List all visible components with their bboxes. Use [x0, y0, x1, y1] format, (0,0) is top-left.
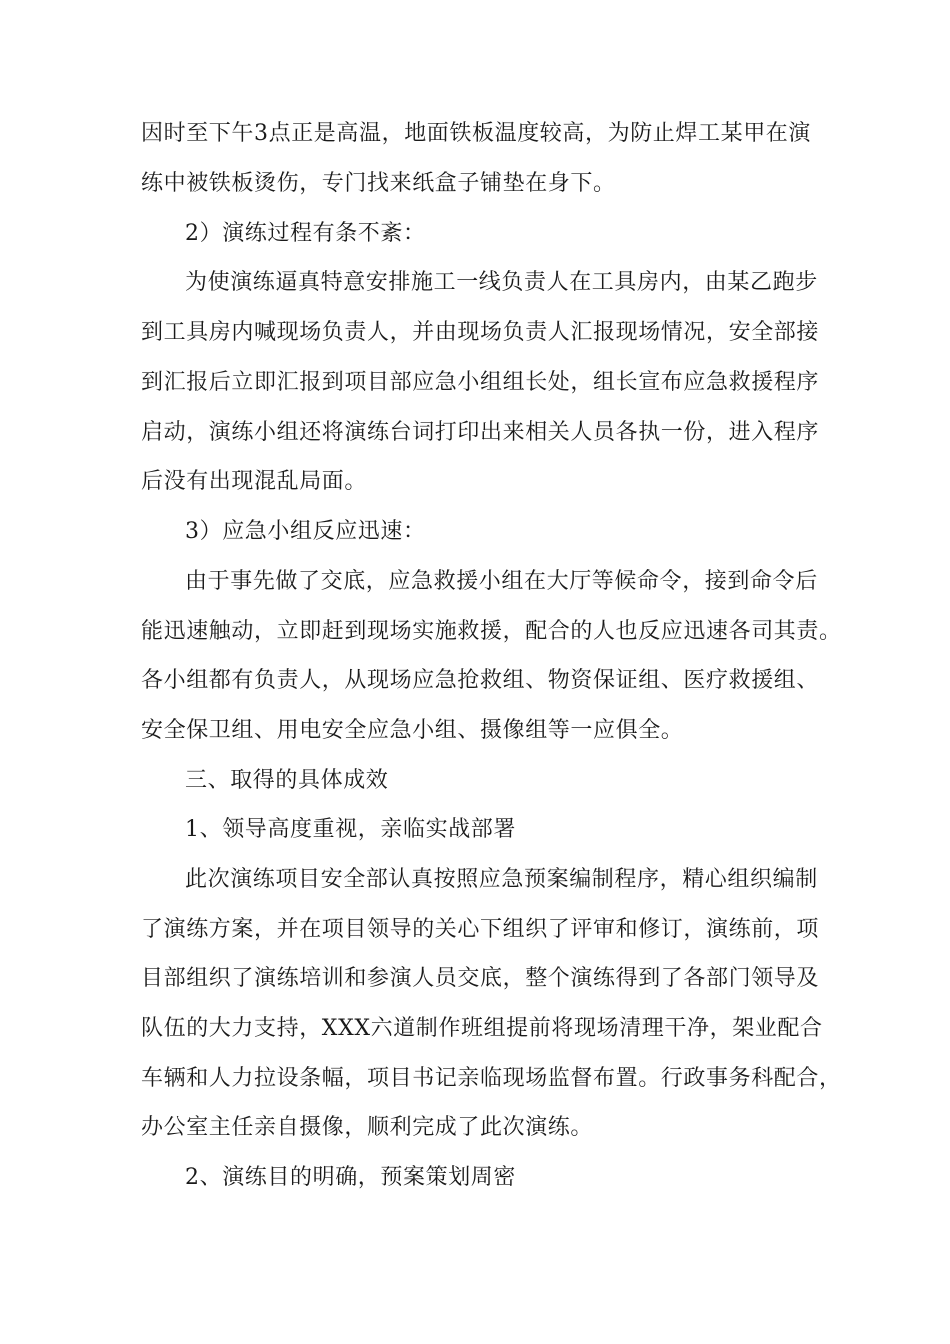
paragraph-line: 队伍的大力支持，XXX六道制作班组提前将现场清理干净，架业配合: [141, 1016, 823, 1041]
paragraph-line: 由于事先做了交底，应急救援小组在大厅等候命令，接到命令后: [185, 569, 818, 594]
paragraph-line: 了演练方案，并在项目领导的关心下组织了评审和修订，演练前，项: [141, 917, 820, 942]
paragraph-line: 到汇报后立即汇报到项目部应急小组组长处，组长宣布应急救援程序: [141, 370, 820, 395]
paragraph-line: 到工具房内喊现场负责人，并由现场负责人汇报现场情况，安全部接: [141, 320, 820, 345]
paragraph-line: 因时至下午3点正是高温，地面铁板温度较高，为防止焊工某甲在演: [141, 121, 811, 146]
paragraph-line: 为使演练逼真特意安排施工一线负责人在工具房内，由某乙跑步: [185, 270, 818, 295]
subsection-heading: 1、领导高度重视，亲临实战部署: [185, 817, 516, 842]
paragraph-line: 车辆和人力拉设条幅，项目书记亲临现场监督布置。行政事务科配合，: [141, 1066, 842, 1091]
paragraph-line: 后没有出现混乱局面。: [141, 469, 368, 494]
paragraph-line: 能迅速触动，立即赶到现场实施救援，配合的人也反应迅速各司其责。: [141, 619, 842, 644]
paragraph-line: 练中被铁板烫伤，专门找来纸盒子铺垫在身下。: [141, 171, 616, 196]
section-heading: 3）应急小组反应迅速：: [185, 519, 426, 544]
subsection-heading: 2、演练目的明确，预案策划周密: [185, 1165, 516, 1190]
paragraph-line: 办公室主任亲自摄像，顺利完成了此次演练。: [141, 1115, 594, 1140]
section-heading: 2）演练过程有条不紊：: [185, 221, 426, 246]
paragraph-line: 目部组织了演练培训和参演人员交底，整个演练得到了各部门领导及: [141, 966, 820, 991]
section-heading: 三、取得的具体成效: [185, 768, 389, 793]
paragraph-line: 安全保卫组、用电安全应急小组、摄像组等一应俱全。: [141, 718, 684, 743]
paragraph-line: 启动，演练小组还将演练台词打印出来相关人员各执一份，进入程序: [141, 420, 820, 445]
paragraph-line: 此次演练项目安全部认真按照应急预案编制程序，精心组织编制: [185, 867, 818, 892]
paragraph-line: 各小组都有负责人，从现场应急抢救组、物资保证组、医疗救援组、: [141, 668, 820, 693]
